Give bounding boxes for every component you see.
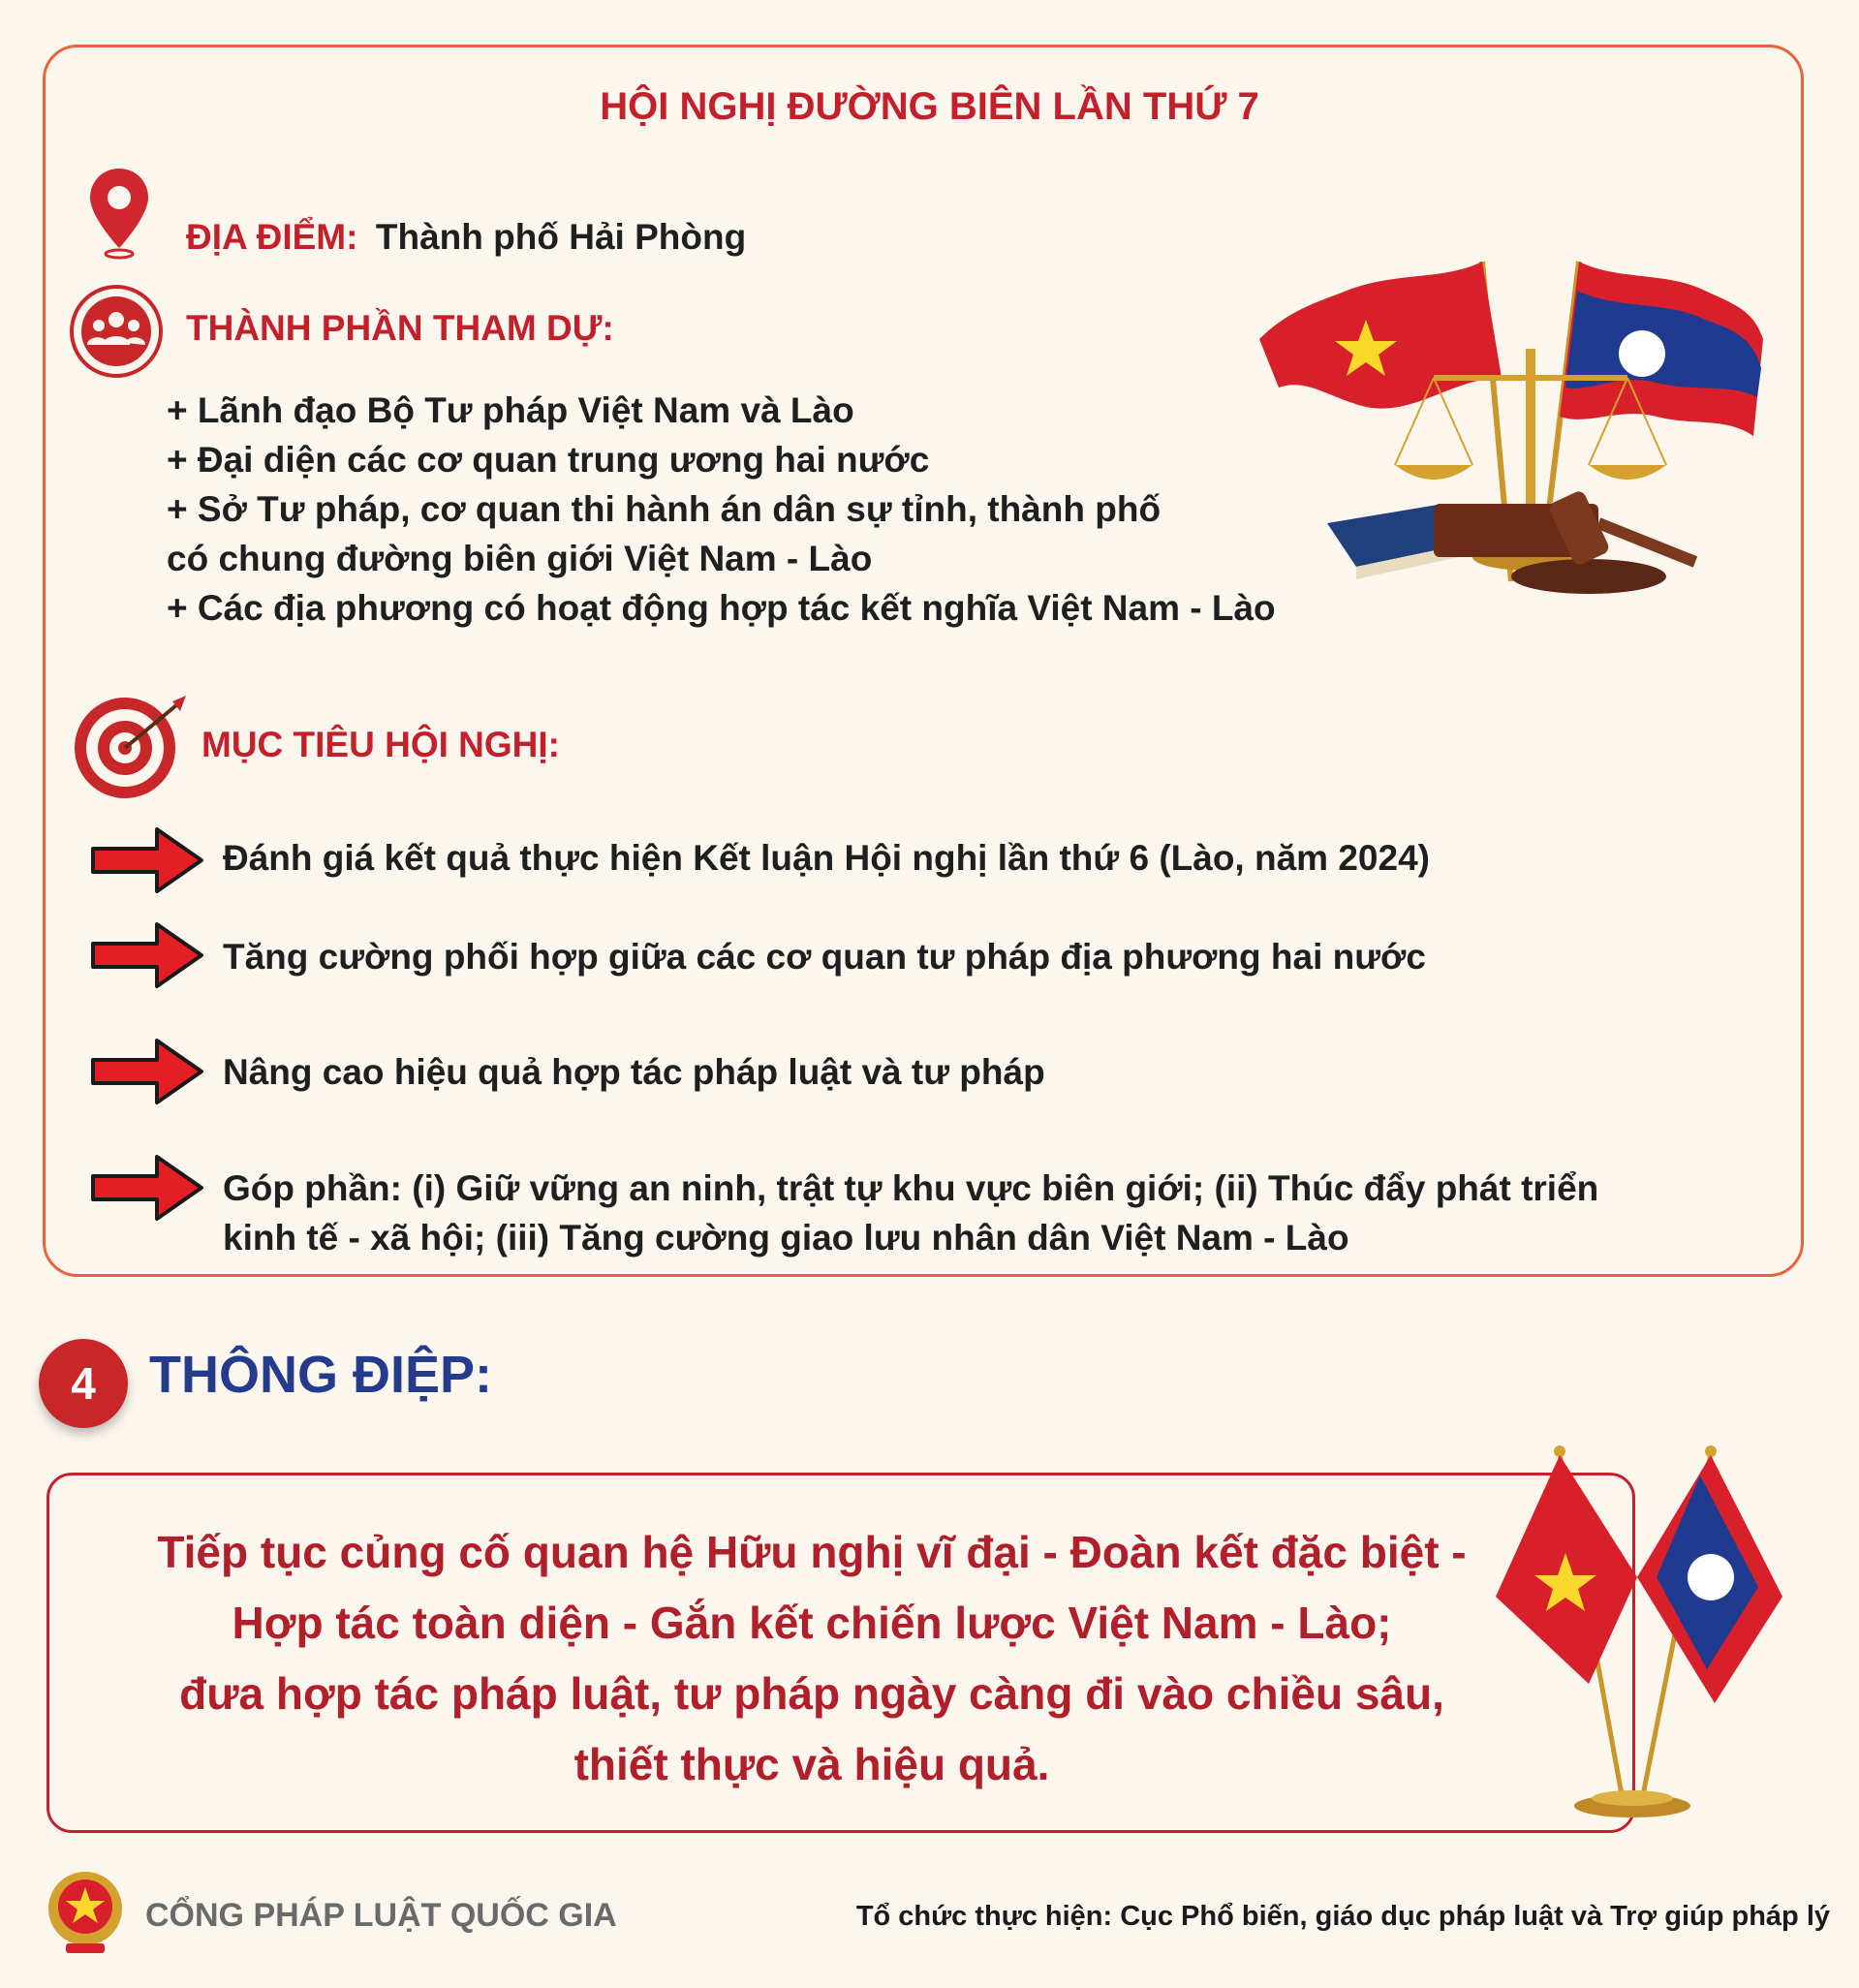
arrow-right-icon: [89, 1153, 205, 1223]
message-line: Tiếp tục củng cố quan hệ Hữu nghị vĩ đại - Đoàn kết đặc biệt -: [157, 1527, 1467, 1577]
goal-item: Nâng cao hiệu quả hợp tác pháp luật và tư pháp: [223, 1052, 1045, 1092]
arrow-right-icon: [89, 920, 205, 990]
message-line: thiết thực và hiệu quả.: [573, 1739, 1050, 1789]
goal-item: Đánh giá kết quả thực hiện Kết luận Hội nghị lần thứ 6 (Lào, năm 2024): [223, 838, 1430, 878]
goal-item: Tăng cường phối hợp giữa các cơ quan tư pháp địa phương hai nước: [223, 937, 1426, 977]
goal-item-continued: kinh tế - xã hội; (iii) Tăng cường giao lưu nhân dân Việt Nam - Lào: [223, 1218, 1349, 1258]
arrow-right-icon: [89, 825, 205, 895]
location-label: ĐỊA ĐIỂM:: [186, 217, 358, 257]
national-emblem-logo: [45, 1868, 126, 1957]
attendee-item: + Các địa phương có hoạt động hợp tác kết nghĩa Việt Nam - Lào: [167, 588, 1276, 628]
section-number-badge: 4: [39, 1339, 128, 1428]
attendee-item: + Lãnh đạo Bộ Tư pháp Việt Nam và Lào: [167, 390, 854, 430]
goals-label: MỤC TIÊU HỘI NGHỊ:: [201, 725, 560, 764]
message-heading: THÔNG ĐIỆP:: [149, 1346, 493, 1404]
attendee-item: + Sở Tư pháp, cơ quan thi hành án dân sự tỉnh, thành phố: [167, 489, 1162, 529]
attendee-item: có chung đường biên giới Việt Nam - Lào: [167, 539, 873, 578]
target-icon: [72, 692, 188, 800]
attendees-label: THÀNH PHẦN THAM DỰ:: [186, 308, 614, 348]
location-value: Thành phố Hải Phòng: [375, 217, 747, 257]
people-group-icon: [68, 283, 165, 380]
message-line: đưa hợp tác pháp luật, tư pháp ngày càng đi vào chiều sâu,: [179, 1668, 1444, 1719]
location-pin-icon: [85, 165, 153, 262]
message-text: [145, 1517, 1478, 1800]
arrow-right-icon: [89, 1037, 205, 1106]
vietnam-laos-justice-illustration: [1250, 233, 1773, 601]
goal-item: Góp phần: (i) Giữ vững an ninh, trật tự khu vực biên giới; (ii) Thúc đẩy phát triển: [223, 1168, 1599, 1208]
portal-name: CỔNG PHÁP LUẬT QUỐC GIA: [145, 1897, 617, 1934]
organizer-credit: Tổ chức thực hiện: Cục Phổ biến, giáo dục pháp luật và Trợ giúp pháp lý: [855, 1901, 1830, 1932]
desk-flags-illustration: [1482, 1442, 1792, 1829]
page-title: HỘI NGHỊ ĐƯỜNG BIÊN LẦN THỨ 7: [600, 85, 1259, 128]
attendee-item: + Đại diện các cơ quan trung ương hai nước: [167, 440, 930, 480]
message-line: Hợp tác toàn diện - Gắn kết chiến lược Việt Nam - Lào;: [232, 1598, 1392, 1648]
